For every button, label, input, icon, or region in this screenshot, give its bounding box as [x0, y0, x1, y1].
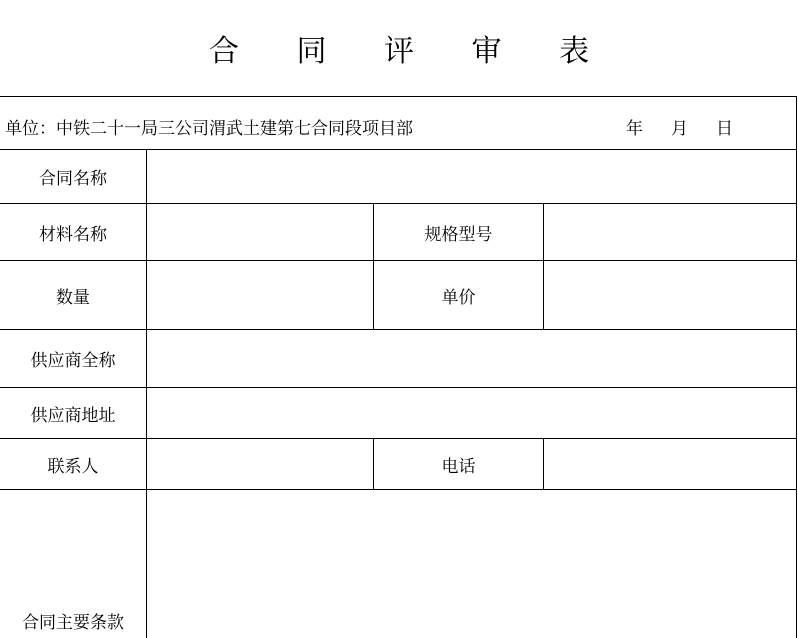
supplier-address-label: 供应商地址: [30, 405, 116, 426]
form-title: 合 同 评 审 表: [208, 34, 614, 69]
date-day-label: 日: [716, 119, 733, 139]
date-month-label: 月: [671, 119, 688, 139]
spec-model-label: 规格型号: [424, 224, 493, 245]
quantity-value[interactable]: [147, 261, 373, 329]
unit-row: [0, 96, 797, 149]
main-terms-value[interactable]: [147, 490, 796, 638]
supplier-address-value[interactable]: [147, 388, 796, 438]
material-name-label: 材料名称: [39, 224, 107, 245]
phone-value[interactable]: [544, 439, 796, 489]
contract-name-label: 合同名称: [39, 169, 107, 189]
contract-name-value[interactable]: [147, 150, 796, 203]
date-year-label: 年: [626, 119, 643, 139]
form-table: [0, 149, 798, 638]
supplier-full-name-label: 供应商全称: [30, 351, 116, 371]
quantity-label: 数量: [56, 287, 90, 308]
main-terms-label: 合同主要条款: [22, 612, 124, 633]
phone-label: 电话: [441, 456, 476, 477]
contact-person-value[interactable]: [147, 439, 373, 489]
spec-model-value[interactable]: [544, 204, 796, 260]
unit-line: 单位：中铁二十一局三公司渭武土建第七合同段项目部: [5, 119, 413, 139]
contact-person-label: 联系人: [47, 456, 99, 477]
table-right-border: [796, 96, 797, 638]
unit-price-value[interactable]: [544, 261, 796, 329]
material-name-value[interactable]: [147, 204, 373, 260]
supplier-full-name-value[interactable]: [147, 330, 796, 387]
unit-price-label: 单价: [441, 287, 476, 308]
